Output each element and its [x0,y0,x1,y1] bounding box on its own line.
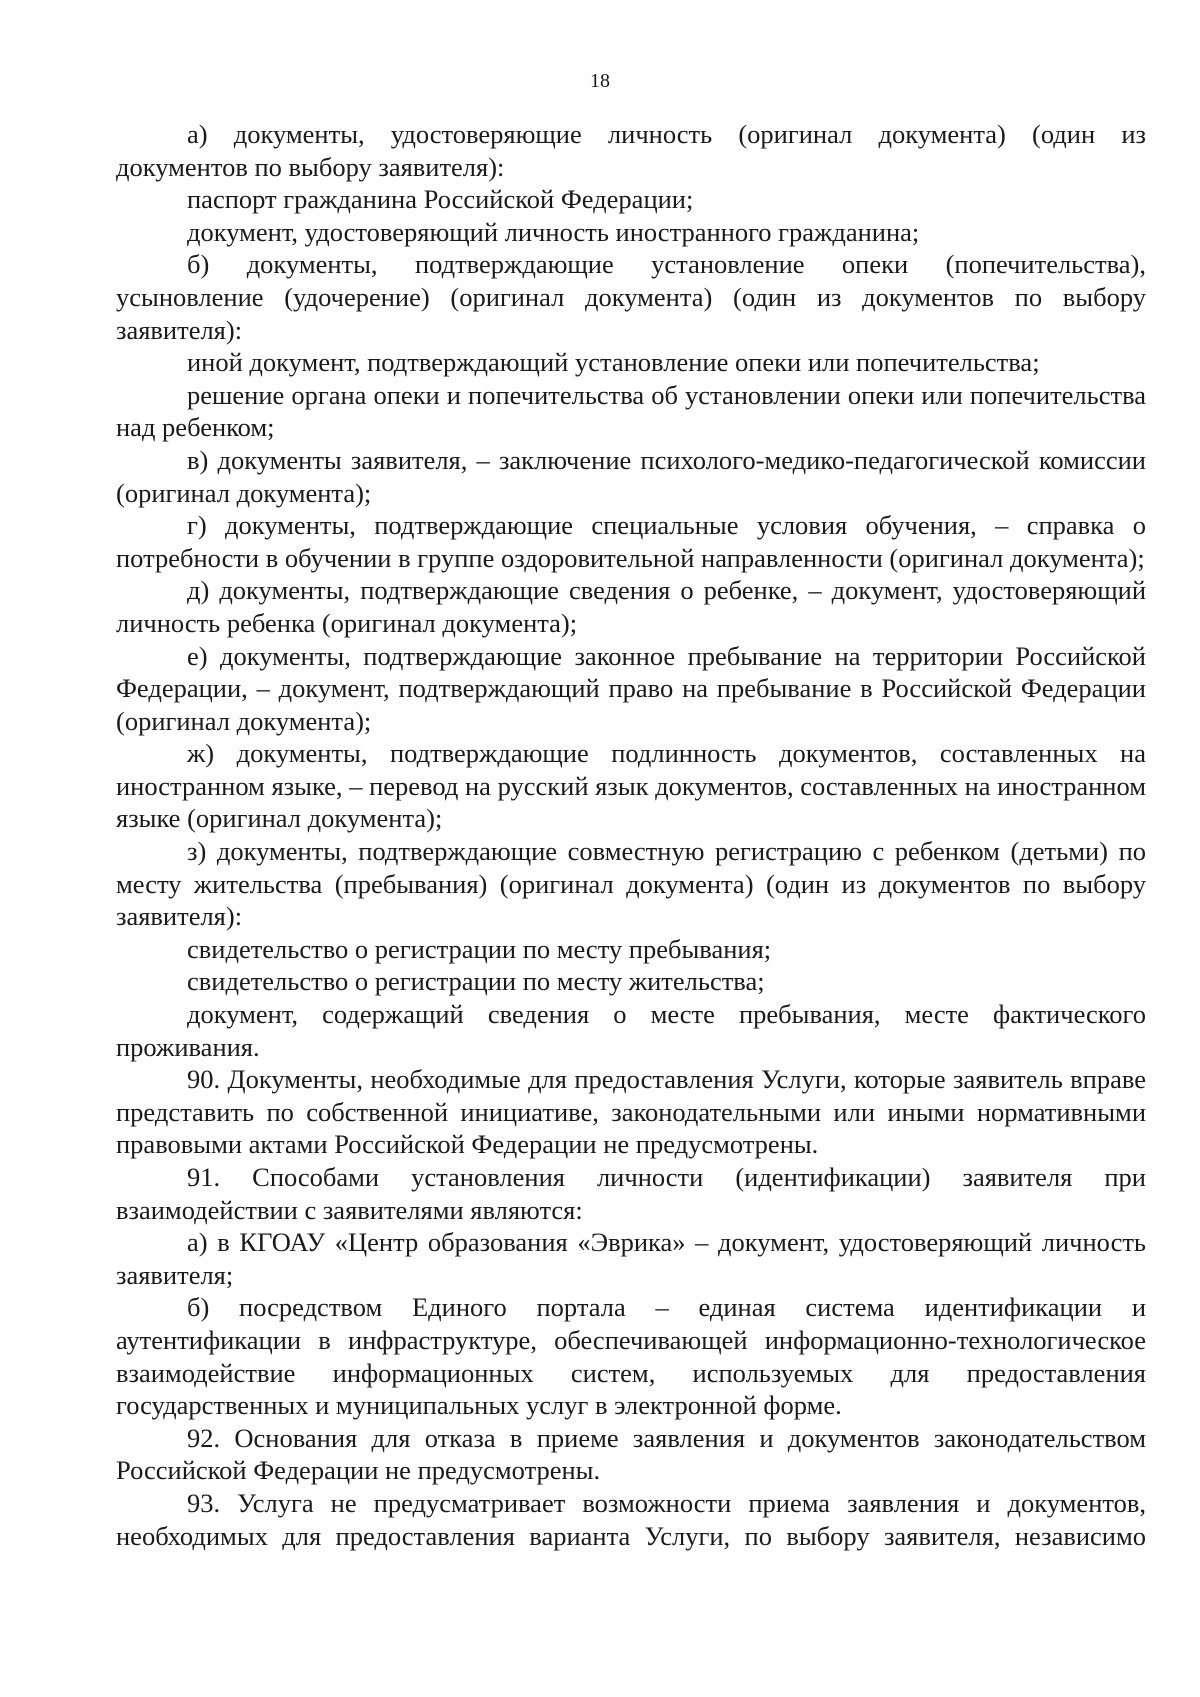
page-number: 18 [590,70,610,92]
paragraph-90: 90. Документы, необходимые для предоставления Услуги, которые заявитель вправе представить по собственной инициативе, законодательными или иными нормативными правовыми актами Российской Федерации не предусмотрены. [116,1064,1146,1160]
paragraph-residence-registration: свидетельство о регистрации по месту жительства; [187,966,765,997]
paragraph-a-identity-docs: а) документы, удостоверяющие личность (оригинал документа) (один из документов по выбору заявителя): [116,119,1146,182]
paragraph-guardianship-decision: решение органа опеки и попечительства об установлении опеки или попечительства над ребенком; [116,379,1146,443]
paragraph-e-legal-stay: е) документы, подтверждающие законное пребывание на территории Российской Федерации, – документ, подтверждающий право на пребывание в Российской Федерации (оригинал документа); [116,640,1146,736]
paragraph-z-joint-registration: з) документы, подтверждающие совместную регистрацию с ребенком (детьми) по месту жительства (пребывания) (оригинал документа) (один из документов по выбору заявителя): [116,836,1146,932]
paragraph-91: 91. Способами установления личности (идентификации) заявителя при взаимодействии с заявителями являются: [116,1162,1146,1225]
paragraph-foreign-id: документ, удостоверяющий личность иностранного гражданина; [187,216,920,247]
paragraph-actual-residence: документ, содержащий сведения о месте пребывания, месте фактического проживания. [116,999,1146,1062]
paragraph-v-applicant-docs: в) документы заявителя, – заключение психолого-медико-педагогической комиссии (оригинал документа); [116,444,1146,508]
paragraph-91-a: а) в КГОАУ «Центр образования «Эврика» – документ, удостоверяющий личность заявителя; [116,1227,1146,1290]
paragraph-other-guardianship-doc: иной документ, подтверждающий установление опеки или попечительства; [187,347,1040,378]
document-body [116,118,1146,1552]
paragraph-93: 93. Услуга не предусматривает возможности приема заявления и документов, необходимых для предоставления варианта Услуги, по выбору заявителя, независимо [116,1487,1146,1551]
paragraph-stay-registration: свидетельство о регистрации по месту пребывания; [187,933,772,964]
paragraph-passport: паспорт гражданина Российской Федерации; [187,184,694,215]
paragraph-g-special-conditions: г) документы, подтверждающие специальные условия обучения, – справка о потребности в обучении в группе оздоровительной направленности (оригинал документа); [116,510,1146,573]
paragraph-92: 92. Основания для отказа в приеме заявления и документов законодательством Российской Федерации не предусмотрены. [116,1422,1146,1486]
paragraph-b-guardianship-docs: б) документы, подтверждающие установление опеки (попечительства), усыновление (удочерение) (оригинал документа) (один из документов по выбору заявителя): [116,249,1146,345]
paragraph-d-child-info: д) документы, подтверждающие сведения о ребенке, – документ, удостоверяющий личность ребенка (оригинал документа); [116,575,1146,638]
paragraph-zh-translation: ж) документы, подтверждающие подлинность документов, составленных на иностранном языке, – перевод на русский язык документов, составленных на иностранном языке (оригинал документа); [116,738,1146,834]
paragraph-91-b: б) посредством Единого портала – единая система идентификации и аутентификации в инфраструктуре, обеспечивающей информационно-технологическое взаимодействие информационных систем, используемых для предоставления государственных и муниципальных услуг в электронной форме. [116,1292,1146,1421]
